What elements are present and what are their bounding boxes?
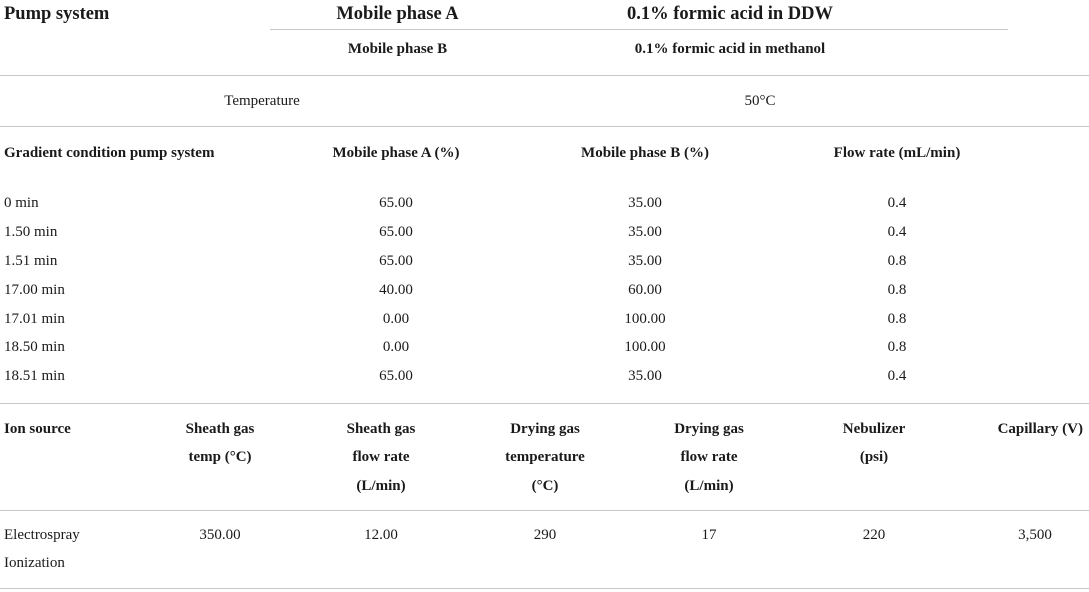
ion-header-line: (L/min) bbox=[356, 478, 406, 494]
ion-header-source: Ion source bbox=[4, 421, 71, 437]
gradient-mobile-b-cell: 35.00 bbox=[628, 253, 662, 269]
gradient-mobile-a-cell: 65.00 bbox=[379, 224, 413, 240]
ion-sheath-gas-temp-value: 350.00 bbox=[199, 527, 241, 543]
gradient-time-cell: 17.00 min bbox=[4, 282, 65, 298]
ion-header-capillary: Capillary (V) bbox=[997, 421, 1083, 437]
mobile-phase-b-value: 0.1% formic acid in methanol bbox=[634, 41, 826, 57]
section-divider bbox=[0, 403, 1089, 404]
pump-system-title: Pump system bbox=[4, 4, 110, 24]
gradient-mobile-b-cell: 35.00 bbox=[628, 368, 662, 384]
gradient-time-cell: 17.01 min bbox=[4, 311, 65, 327]
ion-source-name-line: Electrospray bbox=[4, 527, 80, 543]
gradient-flow-rate-cell: 0.8 bbox=[887, 282, 907, 298]
mobile-phase-b-label: Mobile phase B bbox=[347, 41, 448, 57]
ion-nebulizer-value: 220 bbox=[862, 527, 886, 543]
gradient-header-time: Gradient condition pump system bbox=[4, 145, 215, 161]
ion-header-line: Sheath gas bbox=[185, 421, 255, 437]
ion-drying-gas-temp-value: 290 bbox=[533, 527, 557, 543]
ion-header-line: temp (°C) bbox=[188, 449, 252, 465]
gradient-flow-rate-cell: 0.4 bbox=[887, 224, 907, 240]
mobile-phase-a-label: Mobile phase A bbox=[336, 4, 459, 24]
gradient-mobile-b-cell: 60.00 bbox=[628, 282, 662, 298]
gradient-mobile-a-cell: 40.00 bbox=[379, 282, 413, 298]
gradient-time-cell: 1.50 min bbox=[4, 224, 58, 240]
gradient-mobile-a-cell: 65.00 bbox=[379, 195, 413, 211]
gradient-mobile-a-cell: 0.00 bbox=[382, 339, 410, 355]
ion-header-line: (L/min) bbox=[684, 478, 734, 494]
gradient-flow-rate-cell: 0.4 bbox=[887, 368, 907, 384]
gradient-flow-rate-cell: 0.4 bbox=[887, 195, 907, 211]
gradient-header-mobile-a: Mobile phase A (%) bbox=[332, 145, 460, 161]
pump-subdivider bbox=[270, 29, 1008, 30]
gradient-time-cell: 0 min bbox=[4, 195, 39, 211]
ion-header-line: Sheath gas bbox=[346, 421, 416, 437]
ion-header-line: flow rate bbox=[680, 449, 738, 465]
mobile-phase-a-value: 0.1% formic acid in DDW bbox=[626, 4, 834, 24]
ion-header-line: Drying gas bbox=[510, 421, 580, 437]
ion-header-line: temperature bbox=[505, 449, 585, 465]
gradient-mobile-a-cell: 0.00 bbox=[382, 311, 410, 327]
section-divider bbox=[0, 75, 1089, 76]
temperature-value: 50°C bbox=[744, 93, 776, 109]
gradient-time-cell: 18.50 min bbox=[4, 339, 65, 355]
ion-header-line: (°C) bbox=[531, 478, 559, 494]
ion-capillary-value: 3,500 bbox=[1018, 527, 1052, 543]
gradient-mobile-b-cell: 100.00 bbox=[624, 311, 666, 327]
gradient-header-mobile-b: Mobile phase B (%) bbox=[581, 145, 709, 161]
ion-sheath-gas-flow-value: 12.00 bbox=[364, 527, 398, 543]
ion-drying-gas-flow-value: 17 bbox=[701, 527, 717, 543]
ion-source-name-line: Ionization bbox=[4, 555, 65, 571]
gradient-flow-rate-cell: 0.8 bbox=[887, 311, 907, 327]
gradient-mobile-a-cell: 65.00 bbox=[379, 253, 413, 269]
gradient-flow-rate-cell: 0.8 bbox=[887, 339, 907, 355]
gradient-mobile-b-cell: 100.00 bbox=[624, 339, 666, 355]
ion-header-line: (psi) bbox=[859, 449, 889, 465]
gradient-header-flow-rate: Flow rate (mL/min) bbox=[833, 145, 961, 161]
gradient-mobile-b-cell: 35.00 bbox=[628, 195, 662, 211]
ion-header-line: flow rate bbox=[352, 449, 410, 465]
gradient-mobile-a-cell: 65.00 bbox=[379, 368, 413, 384]
gradient-time-cell: 1.51 min bbox=[4, 253, 58, 269]
section-divider bbox=[0, 510, 1089, 511]
gradient-time-cell: 18.51 min bbox=[4, 368, 65, 384]
gradient-flow-rate-cell: 0.8 bbox=[887, 253, 907, 269]
gradient-mobile-b-cell: 35.00 bbox=[628, 224, 662, 240]
ion-header-line: Nebulizer bbox=[842, 421, 906, 437]
section-divider bbox=[0, 126, 1089, 127]
ion-header-line: Drying gas bbox=[674, 421, 744, 437]
table-bottom-border bbox=[0, 588, 1089, 589]
temperature-label: Temperature bbox=[224, 93, 300, 109]
